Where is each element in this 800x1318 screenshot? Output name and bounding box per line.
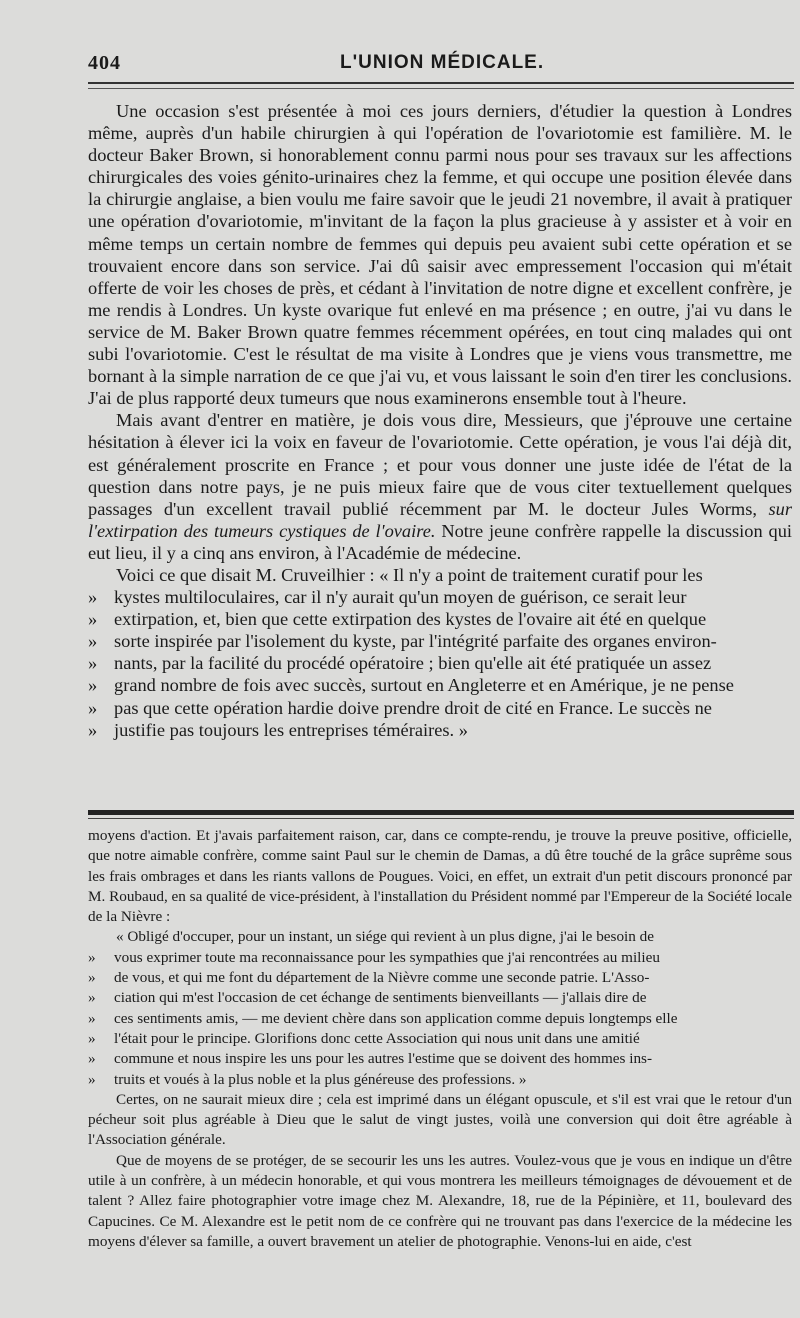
speech-quote-line: » l'était pour le principe. Glorifions donc cette Association qui nous unit dans une amitié (88, 1029, 640, 1047)
speech-quote-line: » de vous, et qui me font du département de la Nièvre comme une seconde patrie. L'Asso- (88, 969, 650, 987)
section-separator (88, 810, 794, 819)
header-rule-thin (88, 88, 794, 89)
quote-intro: Voici ce que disait M. Cruveilhier : « Il n'y a point de traitement curatif pour les (116, 564, 703, 585)
speech-quote-line: » vous exprimer toute ma reconnaissance pour les sympathies que j'ai rencontrées au milieu (88, 948, 660, 966)
lower-paragraph-1: moyens d'action. Et j'avais parfaitement raison, car, dans ce compte-rendu, je trouve la preuve positive, officielle, que notre aimable confrère, comme saint Paul sur le chemin de Damas, a dû être touché de la grâce suprême sous les frais ombrages et dans les riants vallons de Pougues. Voici, en effet, un extrait d'un petit discours prononcé par M. Roubaud, en sa qualité de vice-président, à l'installation du Président nommé par l'Empereur de la Société locale de la Nièvre : (88, 827, 792, 926)
speech-quote-line: » ciation qui m'est l'occasion de cet échange de sentiments bienveillants — j'allais dire de (88, 989, 647, 1007)
header-rule (88, 82, 794, 84)
quote-line: » pas que cette opération hardie doive prendre droit de cité en France. Le succès ne (88, 697, 712, 718)
paragraph-2-text: Mais avant d'entrer en matière, je dois vous dire, Messieurs, que j'éprouve une certaine hésitation à élever ici la voix en faveur de l'ovariotomie. Cette opération, je vous l'ai déjà dit, est généralement proscrite en France ; et pour vous donner une juste idée de l'état de la question dans notre pays, je ne puis mieux faire que de vous citer textuellement quelques passages d'un excellent travail publié récemment par M. le docteur Jules Worms, (88, 410, 792, 519)
quote-line: » sorte inspirée par l'isolement du kyste, par l'intégrité parfaite des organes environ- (88, 631, 717, 652)
speech-quote-line: » truits et voués à la plus noble et la plus généreuse des professions. » (88, 1070, 527, 1088)
cited-work-title: sur l'extirpation des tumeurs cystiques de l'ovaire. (88, 498, 792, 541)
page-number: 404 (88, 52, 121, 74)
paragraph-1: Une occasion s'est présentée à moi ces jours derniers, d'étudier la question à Londres même, auprès d'un habile chirurgien à qui l'opération de l'ovariotomie est familière. M. le docteur Baker Brown, si honorablement connu parmi nous pour ses travaux sur les affections chirurgicales des voies génito-urinaires chez la femme, et qui occupe une position élevée dans la chirurgie anglaise, a bien voulu me faire savoir que le jeudi 21 novembre, il avait à pratiquer une opération d'ovariotomie, m'invitant de la façon la plus gracieuse à y assister et à voir en même temps un certain nombre de femmes qui depuis peu avaient subi cette opération et se trouvaient encore dans son service. J'ai dû saisir avec empressement l'occasion qui m'était offerte de voir les choses de près, et cédant à l'invitation de notre digne et excellent confrère, je me rendis à Londres. Un kyste ovarique fut enlevé en ma présence ; en outre, j'ai vu dans le service de M. Baker Brown quatre femmes récemment opérées, en tout cinq malades qui ont subi l'ovariotomie. C'est le résultat de ma visite à Londres que je viens vous transmettre, me bornant à la simple narration de ce que j'ai vu, et vous laissant le soin d'en tirer les conclusions. J'ai de plus rapporté deux tumeurs que nous examinerons ensemble tout à l'heure. (88, 101, 792, 409)
page-header (88, 52, 788, 82)
paragraph-2-end: Notre jeune confrère rappelle la discussion qui eut lieu, il y a cinq ans environ, à l'Académie de médecine. (88, 520, 793, 563)
feuilleton-section (88, 826, 792, 1252)
quote-line: » extirpation, et, bien que cette extirpation des kystes de l'ovaire ait été en quelque (88, 609, 707, 630)
main-article (88, 100, 792, 741)
quote-line: » kystes multiloculaires, car il n'y aurait qu'un moyen de guérison, ce serait leur (88, 587, 687, 608)
paragraph-2 (88, 409, 792, 564)
quote-line: » grand nombre de fois avec succès, surtout en Angleterre et en Amérique, je ne pense (88, 675, 734, 696)
journal-title: L'UNION MÉDICALE. (340, 52, 545, 73)
speech-quote-first: « Obligé d'occuper, pour un instant, un siége qui revient à un plus digne, j'ai le besoin de (116, 928, 654, 946)
lower-paragraph-3: Que de moyens de se protéger, de se secourir les uns les autres. Voulez-vous que je vous en indique un d'être utile à un confrère, à un médecin honorable, et qui vous montrera les meilleurs témoignages de dévouement et de talent ? Allez faire photographier votre image chez M. Alexandre, 18, rue de la Pépinière, et 11, boulevard des Capucines. Ce M. Alexandre est le petit nom de ce confrère qui ne trouvant pas dans l'exercice de la médecine les moyens d'élever sa famille, a ouvert bravement un atelier de photographie. Venons-lui en aide, c'est (88, 1151, 792, 1250)
lower-paragraph-2: Certes, on ne saurait mieux dire ; cela est imprimé dans un élégant opuscule, et s'il est vrai que le retour d'un pécheur soit plus agréable à Dieu que le salut de vingt justes, voilà une conversion qui doit être agréable à l'Association générale. (88, 1090, 792, 1149)
speech-quote-line: » commune et nous inspire les uns pour les autres l'estime que se doivent des hommes ins- (88, 1050, 652, 1068)
quote-line: » justifie pas toujours les entreprises téméraires. » (88, 719, 468, 740)
quote-line: » nants, par la facilité du procédé opératoire ; bien qu'elle ait été pratiquée un assez (88, 653, 712, 674)
speech-quote-line: » ces sentiments amis, — me devient chère dans son application comme depuis longtemps elle (88, 1009, 678, 1027)
